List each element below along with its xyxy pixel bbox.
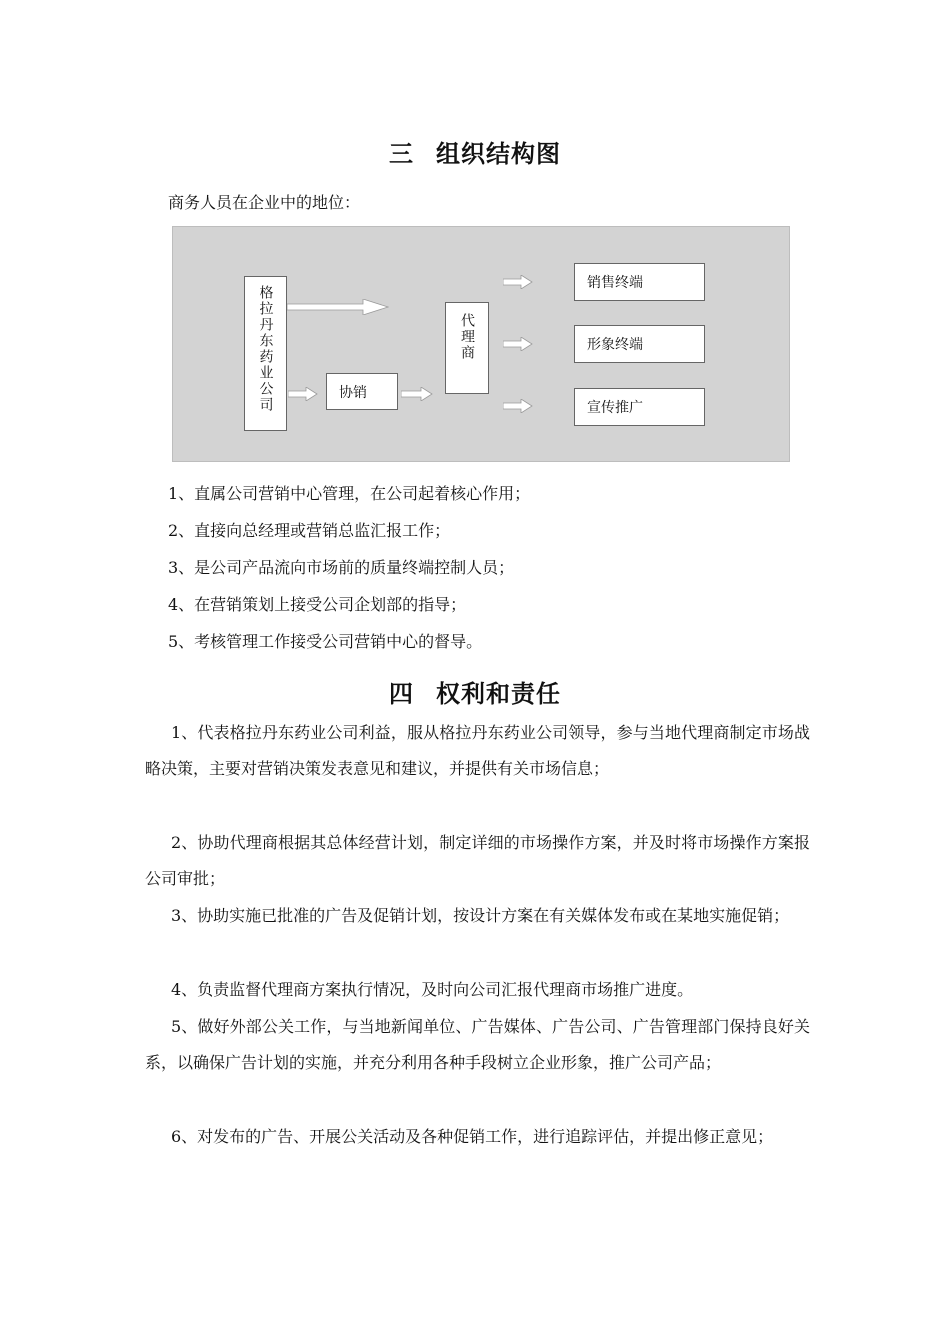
paragraph: 2、协助代理商根据其总体经营计划，制定详细的市场操作方案，并及时将市场操作方案报公司审批； (145, 833, 810, 888)
paragraph: 6、对发布的广告、开展公关活动及各种促销工作，进行追踪评估，并提出修正意见； (171, 1127, 774, 1146)
section-4-number: 四 (389, 680, 414, 708)
list-item: 3、是公司产品流向市场前的质量终端控制人员； (168, 558, 515, 577)
paragraph: 5、做好外部公关工作，与当地新闻单位、广告媒体、广告公司、广告管理部门保持良好关系，以确保广告计划的实施，并充分利用各种手段树立企业形象，推广公司产品； (145, 1017, 810, 1072)
paragraph: 4、负责监督代理商方案执行情况，及时向公司汇报代理商市场推广进度。 (171, 980, 694, 999)
assist-box: 协销 (326, 373, 398, 410)
paragraph: 3、协助实施已批准的广告及促销计划，按设计方案在有关媒体发布或在某地实施促销； (171, 906, 790, 925)
promotion-box: 宣传推广 (574, 388, 705, 426)
section-3-heading (0, 134, 950, 169)
agent-box: 代理商 (445, 302, 489, 394)
org-structure-diagram (172, 226, 790, 462)
arrow-right-icon (503, 275, 533, 289)
section-4-heading (0, 674, 950, 709)
section-3-intro: 商务人员在企业中的地位： (168, 193, 361, 212)
section-3-list (168, 483, 530, 668)
list-item: 2、直接向总经理或营销总监汇报工作； (168, 521, 451, 540)
company-box: 格拉丹东药业公司 (244, 276, 287, 431)
list-item: 5、考核管理工作接受公司营销中心的督导。 (168, 632, 483, 651)
list-item: 4、在营销策划上接受公司企划部的指导； (168, 595, 467, 614)
sales-terminal-box: 销售终端 (574, 263, 705, 301)
section-3-title: 组织结构图 (436, 140, 561, 168)
arrow-right-icon (288, 387, 318, 401)
list-item: 1、直属公司营销中心管理，在公司起着核心作用； (168, 484, 531, 503)
image-terminal-box: 形象终端 (574, 325, 705, 363)
arrow-right-icon (287, 299, 389, 315)
paragraph: 1、代表格拉丹东药业公司利益，服从格拉丹东药业公司领导，参与当地代理商制定市场战略决策，主要对营销决策发表意见和建议，并提供有关市场信息； (145, 723, 810, 778)
arrow-right-icon (503, 337, 533, 351)
section-4-title: 权利和责任 (436, 680, 561, 708)
section-3-number: 三 (389, 140, 414, 168)
arrow-right-icon (401, 387, 433, 401)
arrow-right-icon (503, 399, 533, 413)
